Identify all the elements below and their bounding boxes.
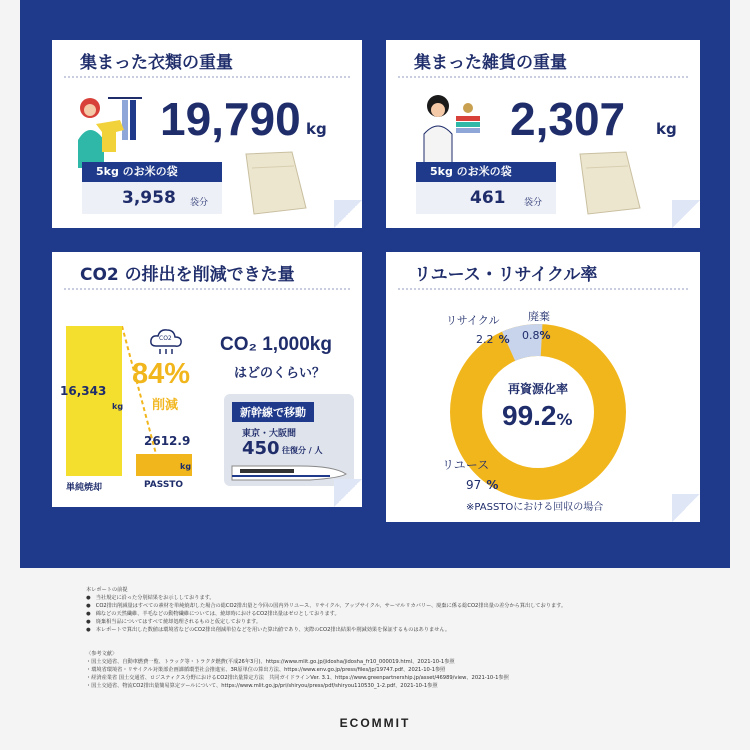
rice-bag-count: 3,958 — [122, 188, 176, 208]
bar-incineration-unit: kg — [112, 402, 124, 411]
recycle-value-wrap — [476, 328, 510, 347]
rice-bag-label: 5kg のお米の袋 — [82, 162, 222, 182]
train-number: 450 — [242, 438, 280, 459]
disposal-pct: % — [539, 329, 551, 342]
bar-passto-unit: kg — [180, 462, 192, 471]
rice-bag-box — [416, 162, 556, 214]
goods-weight-unit: kg — [656, 120, 677, 138]
divider — [398, 76, 688, 78]
shinkansen-icon — [230, 462, 348, 484]
bar-passto-label: PASSTO — [144, 480, 184, 490]
co2-cloud-label: CO2 — [159, 335, 172, 342]
clothes-weight-card — [52, 40, 362, 228]
premise-line: ● 当社規定に沿った分別結果をお示ししております。 — [86, 595, 215, 601]
premise-line: ● 綿などの天然繊維、羊毛などの動物繊維については、焼却時におけるCO2排出量はゼロとしております。 — [86, 611, 340, 617]
page-fold — [672, 494, 700, 522]
rice-bag-label: 5kg のお米の袋 — [416, 162, 556, 182]
divider — [64, 76, 350, 78]
recycle-note: ※PASSTOにおける回収の場合 — [466, 502, 604, 513]
goods-weight-value: 2,307 — [510, 93, 626, 145]
recycle-value: 2.2 — [476, 333, 494, 346]
bar-incineration — [66, 326, 122, 476]
refs-title: 〈参考文献〉 — [86, 651, 118, 657]
recycle-label: リサイクル — [446, 314, 500, 327]
reuse-value-wrap — [466, 474, 498, 493]
rice-bag-box — [82, 162, 222, 214]
brand-logo: ECOMMIT — [339, 716, 411, 730]
reuse-value: 97 — [466, 478, 482, 492]
center-label: 再資源化率 — [508, 382, 569, 396]
clothes-weight-value: 19,790 — [160, 93, 301, 145]
card-title: リユース・リサイクル率 — [414, 265, 598, 285]
clothes-person-icon — [66, 90, 146, 170]
premise-line: ● 廃棄相当品についてはすべて焼却処理されるものと仮定しております。 — [86, 619, 262, 625]
card-title: CO2 の排出を削減できた量 — [80, 265, 295, 285]
bar-passto-value: 2612.9 — [144, 434, 191, 448]
center-pct: % — [556, 410, 573, 429]
disposal-value-wrap — [522, 324, 551, 343]
rice-bag-icon — [566, 148, 646, 218]
reduction-label: 削減 — [152, 398, 179, 413]
clothes-weight-unit: kg — [306, 120, 327, 138]
center-value-wrap — [502, 400, 573, 432]
divider — [398, 288, 688, 290]
center-value: 99.2 — [502, 400, 557, 431]
bar-incineration-value: 16,343 — [60, 384, 107, 398]
card-title: 集まった雑貨の重量 — [414, 53, 567, 73]
premise-line: ● 本レポートで算出した数値は環境省などのCO2排出削減単位などを用いた算出値であり、実際のCO2排出結果や削減効果を保証するものはありません。 — [86, 627, 451, 633]
co2-reduction-card — [52, 252, 362, 507]
recycle-rate-card — [386, 252, 700, 522]
ref-line: ・国土交通省、物流CO2排出量簡易算定ツールについて、https://www.mlit.go.jp/pri/shiryou/press/pdf/shiryou110530_1-2.pdf、2021-10-1参照 — [86, 683, 438, 689]
recycle-pct: % — [498, 333, 510, 346]
train-info-box — [224, 394, 354, 486]
reuse-pct: % — [486, 478, 499, 492]
ref-line: ・経済産業省 国土交通省、ロジスティクス分野におけるCO2排出量算定方法 共同ガイドラインVer. 3.1、https://www.greenpartnership.jp/asset/46989/view、2021-10-1参照 — [86, 675, 509, 681]
disposal-label: 廃棄 — [528, 310, 550, 323]
ref-line: ・国土交通省、自動車燃費一覧、トラック等・トラクタ燃費(平成26年3月)、https://www.mlit.go.jp/jidosha/jidosha_fr10_000019.html、2021-10-1参照 — [86, 659, 455, 665]
rice-bag-icon — [232, 148, 312, 218]
bar-incineration-label: 単純焼却 — [66, 483, 103, 493]
rice-bag-unit: 袋分 — [524, 198, 543, 208]
premise-title: 本レポートの前提 — [86, 587, 128, 593]
train-unit: 往復分 / 人 — [282, 446, 323, 455]
co2-headline-sub: はどのくらい？ — [234, 366, 326, 381]
divider — [64, 288, 350, 290]
reuse-label: リユース — [442, 458, 490, 472]
co2-headline: CO₂ 1,000kg — [220, 334, 332, 355]
page-fold — [672, 200, 700, 228]
goods-person-icon — [416, 90, 486, 170]
footer-references — [86, 650, 509, 690]
page-fold — [334, 479, 362, 507]
footer-premise — [86, 586, 566, 634]
goods-weight-card — [386, 40, 700, 228]
disposal-value: 0.8 — [522, 329, 540, 342]
card-title: 集まった衣類の重量 — [80, 53, 233, 73]
ref-line: ・環境省環境省・リサイクル対策部企画課循環型社会推進室、3R原単位の算出方法、https://www.env.go.jp/press/files/jp/19747.pdf、2021-10-1参照 — [86, 667, 446, 673]
rice-bag-count: 461 — [470, 188, 506, 208]
premise-line: ● CO2排出削減量はすべての素材を単純焼却した場合の総CO2排出量と今回の国内外リユース、リサイクル、アップサイクル、サーマルリカバリー、廃棄に係る総CO2排出量の差分から算出しております。 — [86, 603, 567, 609]
rice-bag-unit: 袋分 — [190, 198, 209, 208]
train-route: 東京・大阪間 — [242, 429, 297, 439]
train-title: 新幹線で移動 — [232, 402, 314, 422]
reduction-percent: 84% — [132, 358, 191, 390]
page-fold — [334, 200, 362, 228]
